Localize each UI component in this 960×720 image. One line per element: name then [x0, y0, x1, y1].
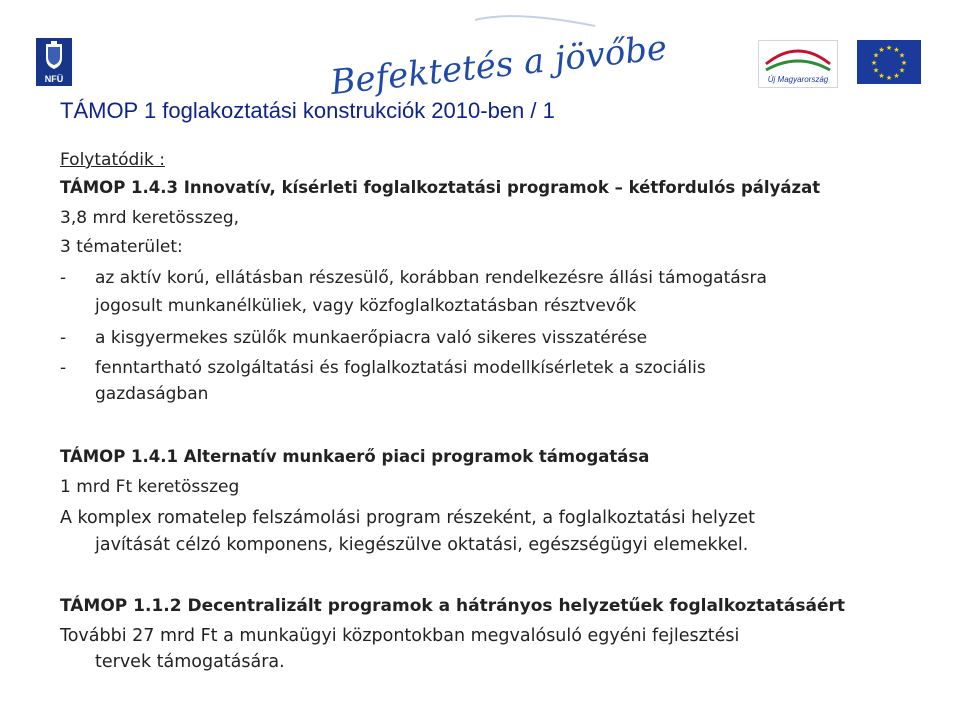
svg-text:★: ★: [898, 66, 906, 75]
svg-text:★: ★: [885, 74, 893, 82]
nfu-label: NFÜ: [44, 74, 64, 84]
eu-flag: [857, 40, 921, 84]
svg-text:★: ★: [885, 44, 893, 52]
section3-desc-line2: tervek támogatására.: [95, 652, 285, 672]
slide-title: TÁMOP 1 foglakoztatási konstrukciók 2010-ben / 1: [60, 98, 555, 123]
section1-budget: 3,8 mrd keretösszeg,: [60, 208, 240, 228]
section1-heading: TÁMOP 1.4.3 Innovatív, kísérleti foglalkoztatási programok – kétfordulós pályázat: [60, 178, 821, 197]
uj-magyarorszag-logo: [758, 40, 838, 88]
section3-heading: TÁMOP 1.1.2 Decentralizált programok a hátrányos helyzetűek foglalkoztatásáért: [60, 596, 846, 616]
svg-text:★: ★: [872, 66, 880, 75]
section3-desc-line1: További 27 mrd Ft a munkaügyi központokban megvalósuló egyéni fejlesztési: [60, 626, 740, 646]
slogan-banner: [325, 10, 669, 104]
svg-text:★: ★: [870, 59, 878, 67]
section2-budget: 1 mrd Ft keretösszeg: [60, 477, 240, 497]
bullet-1-line1: az aktív korú, ellátásban részesülő, korábban rendelkezésre állási támogatásra: [95, 268, 767, 288]
bullet-dash: -: [60, 268, 67, 288]
section2-desc-line1: A komplex romatelep felszámolási program részeként, a foglalkoztatási helyzet: [60, 508, 756, 528]
themes-label: 3 tématerület:: [60, 237, 183, 257]
bullet-dash: -: [60, 358, 67, 378]
svg-text:★: ★: [878, 72, 885, 80]
slogan-text: Befektetés a jövőbe: [328, 27, 669, 104]
bullet-3-line2: gazdaságban: [95, 384, 209, 404]
section2-desc-line2: javítását célzó komponens, kiegészülve oktatási, egészségügyi elemekkel.: [95, 535, 749, 555]
continued-label: Folytatódik :: [60, 150, 165, 170]
header: [0, 0, 960, 104]
svg-text:★: ★: [893, 72, 900, 80]
svg-text:★: ★: [872, 51, 880, 60]
bullet-dash: -: [60, 328, 67, 348]
umt-label: Új Magyarország: [767, 75, 829, 84]
bullet-3-line1: fenntartható szolgáltatási és foglalkoztatási modellkísérletek a szociális: [95, 358, 706, 378]
bullet-1-line2: jogosult munkanélküliek, vagy közfoglalkoztatásban résztvevők: [95, 296, 637, 316]
svg-text:★: ★: [898, 51, 906, 60]
nfu-logo: [36, 38, 72, 86]
svg-text:★: ★: [878, 46, 885, 54]
svg-text:★: ★: [893, 46, 900, 54]
bullet-2-line1: a kisgyermekes szülők munkaerőpiacra való sikeres visszatérése: [95, 328, 648, 348]
svg-text:★: ★: [900, 59, 908, 67]
section2-heading: TÁMOP 1.4.1 Alternatív munkaerő piaci programok támogatása: [60, 447, 650, 466]
